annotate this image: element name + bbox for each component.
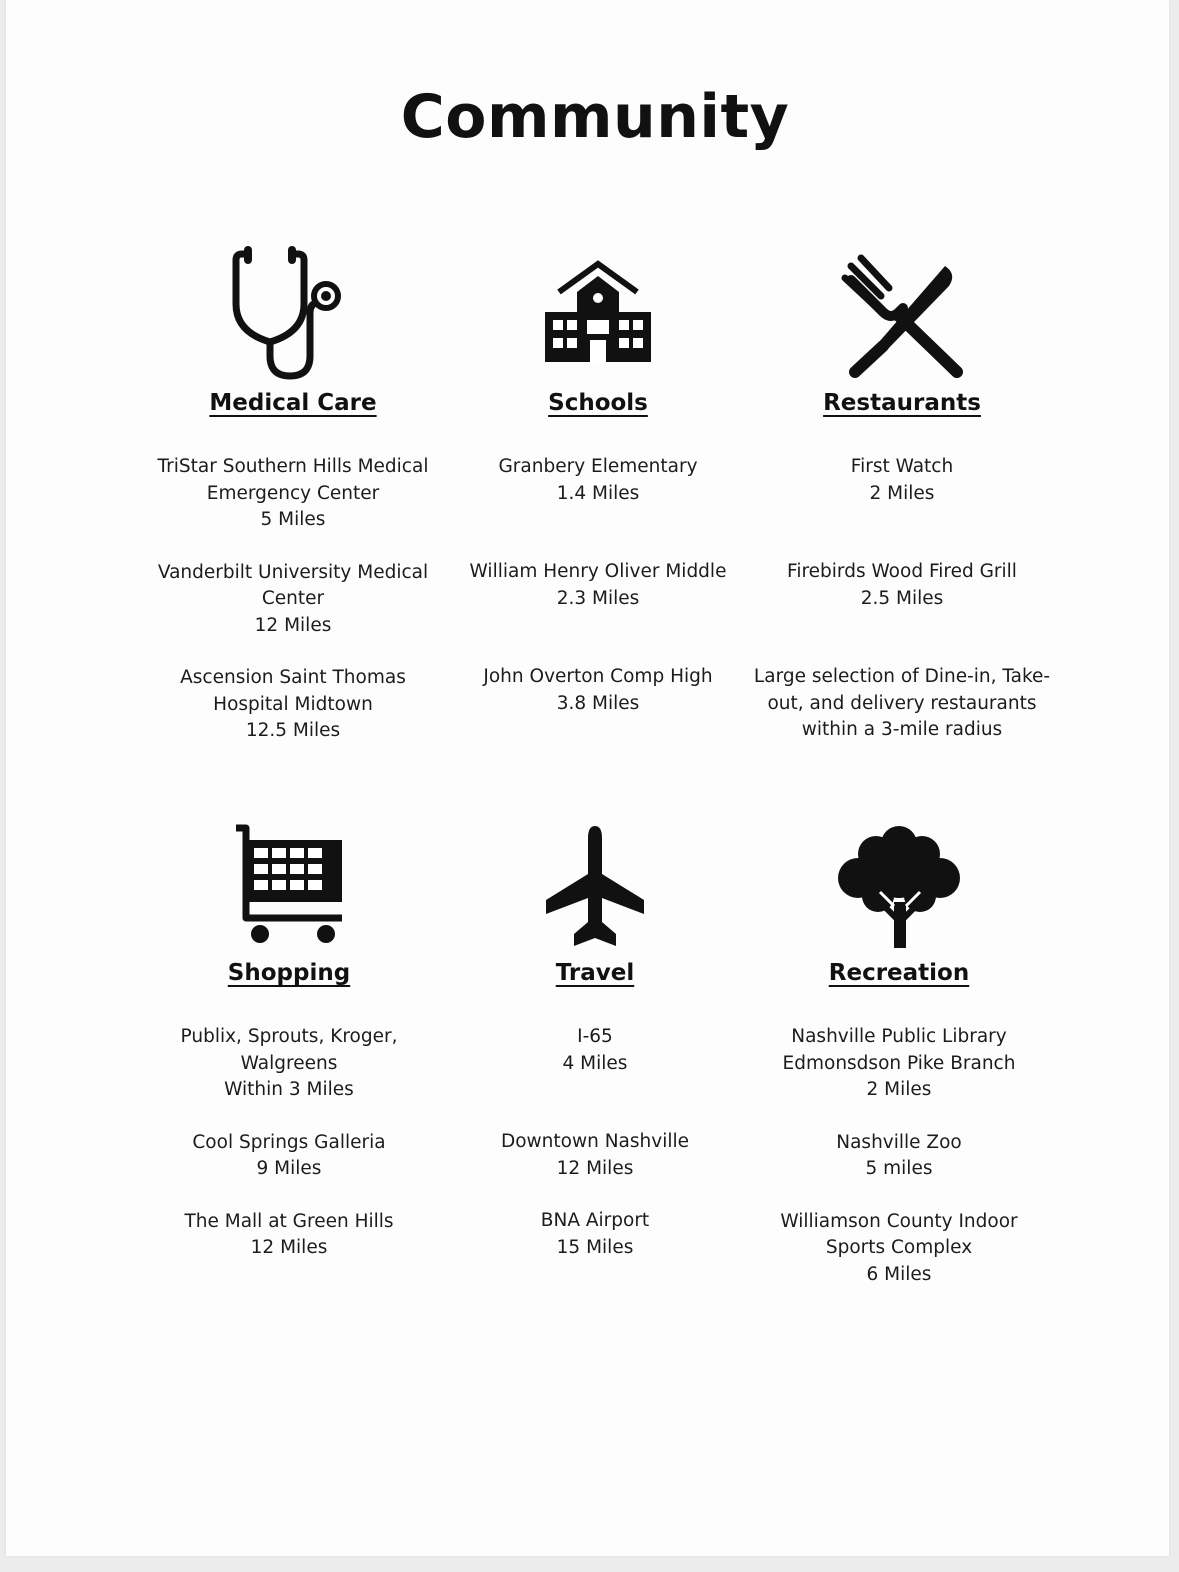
category-restaurants — [737, 246, 1067, 744]
item-distance: 5 miles — [865, 1158, 933, 1179]
item-distance: 5 Miles — [260, 509, 326, 530]
item-distance: 2.5 Miles — [860, 587, 944, 609]
item-distance: 12 Miles — [254, 614, 332, 636]
item-distance: 12 Miles — [556, 1157, 634, 1179]
shopping-cart-icon — [224, 822, 354, 950]
category-title: Recreation — [828, 960, 970, 986]
list-item — [433, 454, 763, 507]
item-name: Ascension Saint Thomas — [180, 667, 406, 688]
list-item — [430, 1129, 760, 1182]
list-item — [128, 560, 458, 640]
airplane-icon — [530, 822, 660, 950]
item-distance: 2 Miles — [866, 1079, 932, 1100]
school-building-icon — [533, 246, 663, 380]
item-name: I-65 — [577, 1026, 613, 1047]
list-item — [128, 665, 458, 745]
item-name: First Watch — [850, 456, 954, 477]
list-item — [734, 1024, 1064, 1104]
item-name: Firebirds Wood Fired Grill — [787, 561, 1017, 582]
item-distance: 2 Miles — [869, 482, 935, 504]
list-item — [433, 559, 763, 612]
page-title: Community — [400, 82, 790, 152]
fork-knife-icon — [837, 246, 967, 380]
list-item — [124, 1209, 454, 1262]
category-title: Restaurants — [823, 390, 981, 416]
item-name: Nashville Zoo — [836, 1131, 962, 1153]
item-name: Vanderbilt University Medical — [157, 561, 429, 583]
item-name: Nashville Public Library — [791, 1026, 1007, 1047]
item-name: William Henry Oliver Middle — [469, 561, 727, 582]
item-name: Publix, Sprouts, Kroger, — [180, 1026, 398, 1047]
list-item — [433, 664, 763, 717]
item-name: Sports Complex — [825, 1237, 973, 1258]
category-title: Shopping — [227, 960, 351, 986]
item-distance: 3.8 Miles — [556, 692, 640, 714]
item-name: within a 3-mile radius — [801, 719, 1003, 740]
item-name: BNA Airport — [540, 1210, 650, 1231]
item-distance: Within 3 Miles — [224, 1079, 354, 1100]
list-item — [128, 454, 458, 534]
item-name: Large selection of Dine-in, Take- — [753, 666, 1051, 687]
item-name: Edmonsdson Pike Branch — [782, 1052, 1016, 1074]
item-name: The Mall at Green Hills — [184, 1210, 394, 1232]
list-item — [430, 1024, 760, 1077]
list-item — [430, 1208, 760, 1261]
item-name: Williamson County Indoor — [780, 1210, 1018, 1232]
list-item — [737, 454, 1067, 507]
category-travel — [430, 822, 760, 1261]
item-distance: 12.5 Miles — [245, 720, 341, 741]
item-name: TriStar Southern Hills Medical — [157, 456, 429, 477]
list-item — [124, 1024, 454, 1104]
item-distance: 12 Miles — [250, 1237, 328, 1258]
list-item — [737, 559, 1067, 612]
item-distance: 15 Miles — [556, 1236, 634, 1258]
category-medical-care — [128, 246, 458, 745]
category-title: Schools — [548, 390, 648, 416]
item-distance: 2.3 Miles — [556, 587, 640, 609]
category-recreation — [734, 822, 1064, 1288]
list-item — [734, 1130, 1064, 1183]
item-name: Walgreens — [240, 1052, 338, 1074]
list-item — [124, 1130, 454, 1183]
category-title: Medical Care — [209, 390, 377, 416]
category-title: Travel — [555, 960, 635, 986]
item-name: out, and delivery restaurants — [767, 692, 1037, 714]
list-item — [737, 664, 1067, 744]
item-name: Center — [261, 588, 325, 609]
item-distance: 4 Miles — [562, 1052, 628, 1074]
item-name: Hospital Midtown — [213, 693, 373, 715]
item-name: Cool Springs Galleria — [192, 1131, 386, 1153]
item-name: Emergency Center — [206, 482, 380, 504]
item-distance: 6 Miles — [866, 1263, 932, 1285]
item-distance: 1.4 Miles — [556, 482, 640, 504]
category-schools — [433, 246, 763, 717]
stethoscope-icon — [228, 246, 358, 380]
item-name: Granbery Elementary — [498, 456, 698, 477]
list-item — [734, 1209, 1064, 1289]
item-name: Downtown Nashville — [500, 1131, 690, 1152]
item-distance: 9 Miles — [256, 1158, 322, 1179]
document-page — [6, 0, 1169, 1556]
category-shopping — [124, 822, 454, 1262]
item-name: John Overton Comp High — [483, 666, 713, 687]
tree-icon — [834, 822, 964, 950]
